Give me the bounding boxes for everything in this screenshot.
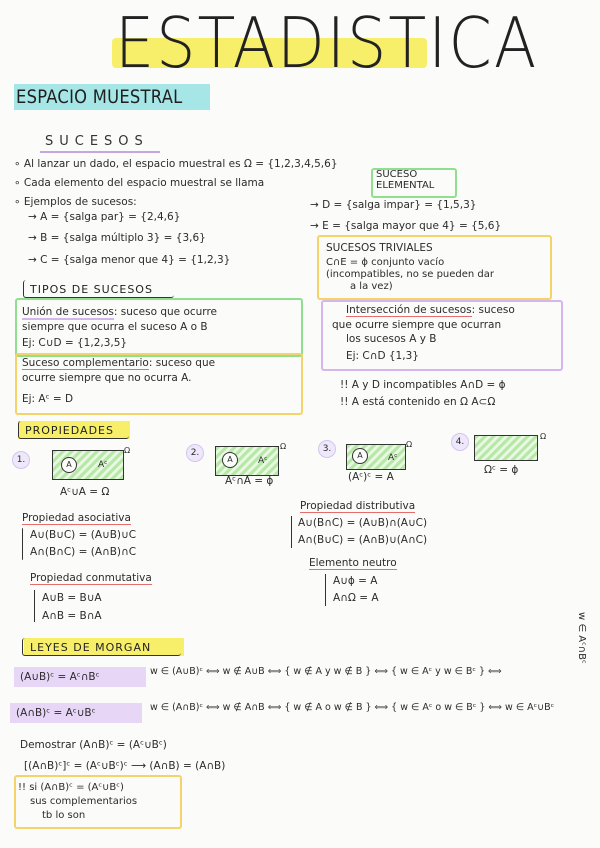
suceso-elemental: SUCESO ELEMENTAL	[376, 169, 435, 191]
prop-formula-4: Ωᶜ = ϕ	[484, 464, 519, 476]
morgan-side-note: w ∈ Aᶜ∩Bᶜ	[576, 612, 587, 664]
venn-label-2: Aᶜ	[258, 456, 268, 466]
example-a: → A = {salga par} = {2,4,6}	[28, 211, 181, 223]
triviales-line-3: a la vez)	[350, 281, 393, 292]
final-note-line-2: sus complementarios	[30, 796, 138, 807]
prop-formula-2: Aᶜ∩A = ϕ	[225, 475, 274, 487]
conmutativa-brace	[34, 590, 36, 622]
complementario-term: Suceso complementario	[22, 357, 149, 369]
interseccion-def: Intersección de sucesos: suceso	[346, 304, 515, 316]
distributiva-line-2: A∩(B∪C) = (A∩B)∪(A∩C)	[298, 534, 428, 546]
asociativa-line-2: A∩(B∩C) = (A∩B)∩C	[30, 546, 137, 558]
conmutativa-line-1: A∪B = B∪A	[42, 592, 102, 604]
intro-line-2: ∘ Cada elemento del espacio muestral se llama	[14, 177, 265, 189]
complementario-example: Ej: Aᶜ = D	[22, 393, 74, 405]
distributiva-brace	[291, 516, 293, 548]
complementario-line-2: ocurre siempre que no ocurra A.	[22, 372, 192, 384]
neutro-brace	[325, 574, 327, 606]
union-def: Unión de sucesos: suceso que ocurre	[22, 306, 217, 318]
venn-label-1: Aᶜ	[98, 460, 108, 470]
demostrar-line-1: Demostrar (A∩B)ᶜ = (Aᶜ∪Bᶜ)	[20, 739, 167, 751]
prop-number-4: 4.	[451, 433, 469, 451]
omega-label-4: Ω	[540, 432, 547, 441]
venn-label-3: Aᶜ	[388, 453, 398, 463]
venn-circle-2: A	[222, 452, 238, 468]
note-incompatibles: !! A y D incompatibles A∩D = ϕ	[340, 379, 506, 391]
interseccion-example: Ej: C∩D {1,3}	[346, 350, 419, 362]
prop-number-2: 2.	[186, 444, 204, 462]
distributiva-title: Propiedad distributiva	[300, 500, 416, 512]
triviales-line-2: (incompatibles, no se pueden dar	[326, 269, 495, 280]
example-b: → B = {salga múltiplo 3} = {3,6}	[28, 232, 206, 244]
example-c: → C = {salga menor que 4} = {1,2,3}	[28, 254, 231, 266]
interseccion-line-3: los sucesos A y B	[346, 333, 437, 345]
prop-number-1: 1.	[12, 451, 30, 469]
prop-number-3: 3.	[318, 440, 336, 458]
venn-circle-3: A	[352, 448, 368, 464]
final-note-line-3: tb lo son	[42, 810, 86, 821]
sucesos-underline	[40, 151, 160, 153]
section-title: ESPACIO MUESTRAL	[16, 86, 183, 108]
union-line-2: siempre que ocurra el suceso A o B	[22, 321, 208, 333]
venn-circle-1: A	[61, 457, 77, 473]
prop-formula-1: Aᶜ∪A = Ω	[60, 486, 110, 498]
triviales-line-1: C∩E = ϕ conjunto vacío	[326, 257, 445, 268]
interseccion-line-2: que ocurre siempre que ocurran	[332, 319, 502, 331]
morgan-proof-1: w ∈ (A∪B)ᶜ ⟺ w ∉ A∪B ⟺ { w ∉ A y w ∉ B } ⟺ { w ∈ Aᶜ y w ∈ Bᶜ } ⟺	[150, 666, 502, 677]
morgan-law-2: (A∩B)ᶜ = Aᶜ∪Bᶜ	[16, 707, 96, 719]
tipos-header: TIPOS DE SUCESOS	[30, 283, 153, 296]
venn-rect-4	[474, 435, 538, 461]
morgan-header: LEYES DE MORGAN	[30, 641, 152, 654]
interseccion-term: Intersección de sucesos	[346, 304, 472, 316]
omega-label-1: Ω	[124, 446, 131, 455]
triviales-title: SUCESOS TRIVIALES	[326, 242, 433, 254]
neutro-line-1: A∪ϕ = A	[333, 575, 378, 587]
asociativa-brace	[22, 528, 24, 560]
final-note-line-1: !! si (A∩B)ᶜ = (Aᶜ∪Bᶜ)	[18, 782, 124, 793]
demostrar-line-2: [(A∩B)ᶜ]ᶜ = (Aᶜ∪Bᶜ)ᶜ ⟶ (A∩B) = (A∩B)	[24, 760, 226, 772]
conmutativa-title: Propiedad conmutativa	[30, 572, 152, 584]
omega-label-3: Ω	[406, 440, 413, 449]
complementario-def: Suceso complementario: suceso que	[22, 357, 216, 369]
asociativa-title: Propiedad asociativa	[22, 512, 131, 524]
sucesos-header: SUCESOS	[45, 134, 149, 149]
example-e: → E = {salga mayor que 4} = {5,6}	[310, 220, 502, 232]
distributiva-line-1: A∪(B∩C) = (A∪B)∩(A∪C)	[298, 517, 428, 529]
morgan-law-1: (A∪B)ᶜ = Aᶜ∩Bᶜ	[20, 671, 100, 683]
intro-line-1: ∘ Al lanzar un dado, el espacio muestral es Ω = {1,2,3,4,5,6}	[14, 158, 338, 170]
prop-formula-3: (Aᶜ)ᶜ = A	[348, 471, 394, 483]
note-contenido: !! A está contenido en Ω A⊂Ω	[340, 396, 496, 408]
propiedades-header: PROPIEDADES	[25, 424, 114, 437]
intro-line-3: ∘ Ejemplos de sucesos:	[14, 196, 137, 208]
neutro-line-2: A∩Ω = A	[333, 592, 379, 604]
union-example: Ej: C∪D = {1,2,3,5}	[22, 337, 128, 349]
page-title: ESTADISTICA	[115, 2, 539, 84]
omega-label-2: Ω	[280, 442, 287, 451]
example-d: → D = {salga impar} = {1,5,3}	[310, 199, 477, 211]
morgan-proof-2: w ∈ (A∩B)ᶜ ⟺ w ∉ A∩B ⟺ { w ∉ A o w ∉ B } ⟺ { w ∈ Aᶜ o w ∈ Bᶜ } ⟺ w ∈ Aᶜ∪Bᶜ	[150, 702, 555, 713]
conmutativa-line-2: A∩B = B∩A	[42, 610, 102, 622]
neutro-title: Elemento neutro	[309, 557, 397, 569]
asociativa-line-1: A∪(B∪C) = (A∪B)∪C	[30, 529, 137, 541]
union-term: Unión de sucesos	[22, 306, 114, 318]
